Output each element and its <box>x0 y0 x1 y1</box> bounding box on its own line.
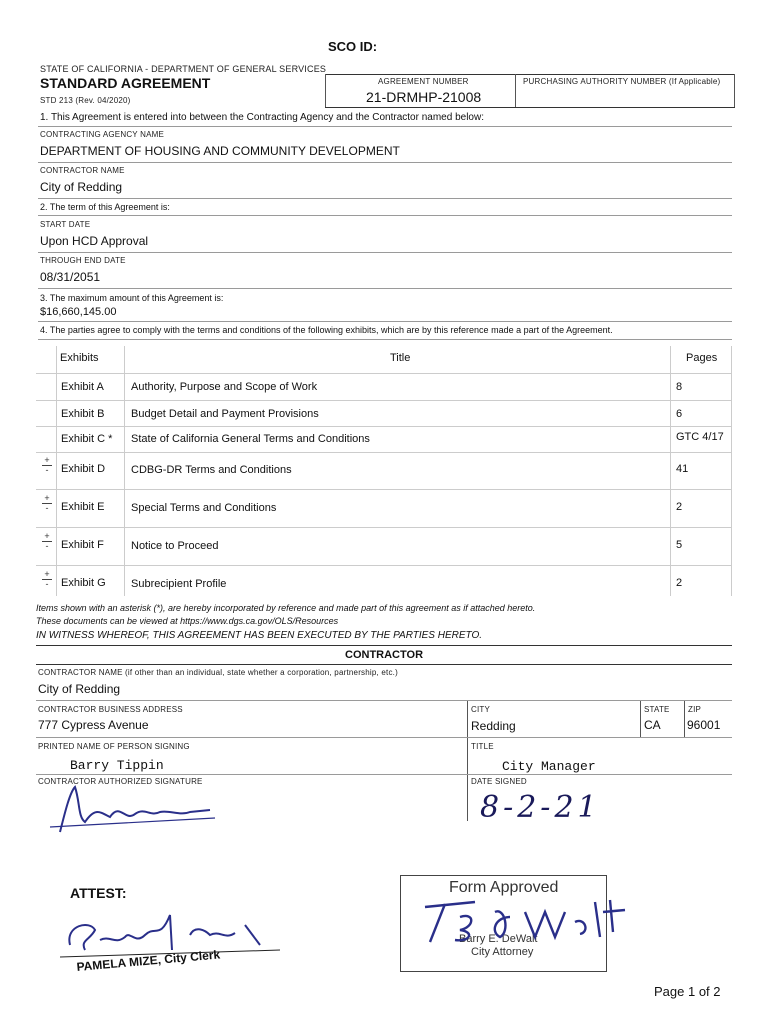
contractor-name: City of Redding <box>40 180 123 194</box>
row-add-remove-control[interactable] <box>42 532 52 551</box>
table-row-exhibit: Exhibit A <box>61 381 104 393</box>
zip-value: 96001 <box>687 718 721 732</box>
table-row-title: Authority, Purpose and Scope of Work <box>131 381 318 393</box>
remove-row-button[interactable]: - <box>45 541 49 551</box>
table-row-exhibit: Exhibit G <box>61 577 106 589</box>
table-row-pages: 6 <box>676 408 683 420</box>
witness-statement: IN WITNESS WHEREOF, THIS AGREEMENT HAS BEEN EXECUTED BY THE PARTIES HERETO. <box>36 630 483 641</box>
max-amount: $16,660,145.00 <box>40 306 117 318</box>
table-row-title: Budget Detail and Payment Provisions <box>131 408 319 420</box>
col-header-pages: Pages <box>686 352 718 364</box>
table-row-title: Notice to Proceed <box>131 540 219 552</box>
col-header-exhibits: Exhibits <box>60 352 99 364</box>
contractor-legal-name: City of Redding <box>38 682 121 696</box>
asterisk-note: Items shown with an asterisk (*), are hereby incorporated by reference and made part of this agreement as if attached hereto. <box>36 603 536 613</box>
stamp-title: Form Approved <box>449 879 559 896</box>
city-label: CITY <box>471 705 491 714</box>
printed-name: Barry Tippin <box>70 758 164 773</box>
signer-title: City Manager <box>502 759 596 774</box>
contracting-agency-name: DEPARTMENT OF HOUSING AND COMMUNITY DEVELOPMENT <box>40 144 400 158</box>
printed-name-label: PRINTED NAME OF PERSON SIGNING <box>38 742 190 751</box>
contractor-heading: CONTRACTOR <box>345 649 424 661</box>
table-row-pages: 2 <box>676 501 683 513</box>
table-row-exhibit: Exhibit D <box>61 463 106 475</box>
authorized-signature-label: CONTRACTOR AUTHORIZED SIGNATURE <box>38 777 203 786</box>
table-row-exhibit: Exhibit F <box>61 539 104 551</box>
remove-row-button[interactable]: - <box>45 503 49 513</box>
end-date-label: THROUGH END DATE <box>40 256 126 265</box>
table-row-pages: 5 <box>676 539 683 551</box>
row-add-remove-control[interactable] <box>42 456 52 475</box>
form-number: STD 213 (Rev. 04/2020) <box>40 96 131 105</box>
section3-intro: 3. The maximum amount of this Agreement is: <box>40 293 224 303</box>
table-row-title: CDBG-DR Terms and Conditions <box>131 464 292 476</box>
table-row-title: Special Terms and Conditions <box>131 502 277 514</box>
contracting-agency-label: CONTRACTING AGENCY NAME <box>40 130 165 139</box>
start-date-label: START DATE <box>40 220 91 229</box>
date-signed-label: DATE SIGNED <box>471 777 527 786</box>
table-row-pages: 41 <box>676 463 689 475</box>
title-label: TITLE <box>471 742 494 751</box>
end-date: 08/31/2051 <box>40 270 101 284</box>
table-row-exhibit: Exhibit E <box>61 501 105 513</box>
row-add-remove-control[interactable] <box>42 570 52 589</box>
business-address: 777 Cypress Avenue <box>38 718 149 732</box>
contractor-legal-name-label: CONTRACTOR NAME (if other than an individual, state whether a corporation, partnership, etc.) <box>38 668 398 677</box>
agreement-number: 21-DRMHP-21008 <box>366 89 482 105</box>
city-value: Redding <box>471 719 516 733</box>
table-row-title: State of California General Terms and Conditions <box>131 433 370 445</box>
table-row-title: Subrecipient Profile <box>131 578 227 590</box>
stamp-name: Barry E. DeWalt <box>459 933 538 945</box>
form-title: STANDARD AGREEMENT <box>40 75 211 91</box>
attorney-signature <box>415 892 630 952</box>
section4-intro: 4. The parties agree to comply with the terms and conditions of the following exhibits, which are by this reference made a part of the Agreement. <box>40 325 613 335</box>
purchasing-authority-label: PURCHASING AUTHORITY NUMBER (If Applicable) <box>523 77 721 86</box>
agreement-number-label: AGREEMENT NUMBER <box>378 77 469 86</box>
add-row-button[interactable]: + <box>42 456 52 466</box>
sco-id-label: SCO ID: <box>328 39 378 54</box>
state-label: STATE <box>644 705 670 714</box>
business-address-label: CONTRACTOR BUSINESS ADDRESS <box>38 705 183 714</box>
table-row-pages: GTC 4/17 <box>676 431 724 443</box>
remove-row-button[interactable]: - <box>45 465 49 475</box>
section2-intro: 2. The term of this Agreement is: <box>40 202 170 212</box>
add-row-button[interactable]: + <box>42 570 52 580</box>
table-row-pages: 8 <box>676 381 683 393</box>
add-row-button[interactable]: + <box>42 532 52 542</box>
page-number: Page 1 of 2 <box>654 984 721 999</box>
attest-label: ATTEST: <box>70 885 127 901</box>
contractor-name-label: CONTRACTOR NAME <box>40 166 125 175</box>
table-row-pages: 2 <box>676 577 683 589</box>
zip-label: ZIP <box>688 705 702 714</box>
table-row-exhibit: Exhibit C * <box>61 433 113 445</box>
date-signed: 8-2-21 <box>480 790 601 825</box>
remove-row-button[interactable]: - <box>45 579 49 589</box>
add-row-button[interactable]: + <box>42 494 52 504</box>
state-department: STATE OF CALIFORNIA - DEPARTMENT OF GENERAL SERVICES <box>40 64 327 74</box>
contractor-signature <box>40 782 220 837</box>
attest-signer: PAMELA MIZE, City Clerk <box>76 947 221 974</box>
row-add-remove-control[interactable] <box>42 494 52 513</box>
stamp-role: City Attorney <box>471 946 534 958</box>
section1-intro: 1. This Agreement is entered into between the Contracting Agency and the Contractor named below: <box>40 112 484 123</box>
table-row-exhibit: Exhibit B <box>61 408 105 420</box>
resources-note[interactable]: These documents can be viewed at https://www.dgs.ca.gov/OLS/Resources <box>36 616 339 626</box>
state-value: CA <box>644 718 661 732</box>
col-header-title: Title <box>390 352 411 364</box>
start-date: Upon HCD Approval <box>40 234 149 248</box>
